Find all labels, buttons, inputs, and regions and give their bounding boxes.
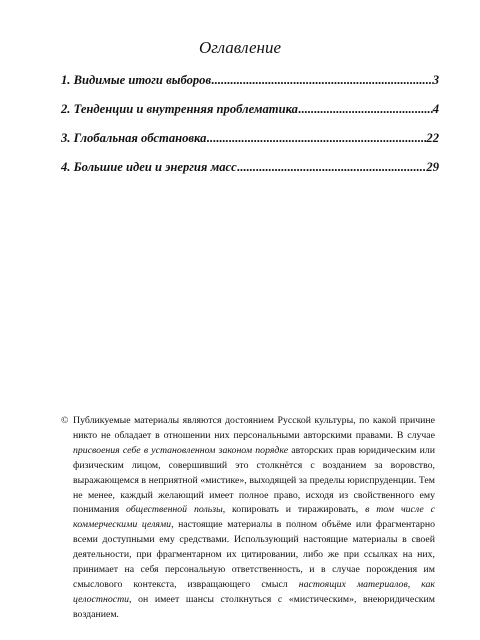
toc-entry-4[interactable] xyxy=(61,160,439,174)
toc-entry-1[interactable] xyxy=(61,73,439,87)
toc-entry-label: 4. Большие идеи и энергия масс xyxy=(61,160,237,174)
toc-entry-page: 3 xyxy=(432,73,439,87)
toc-leader-dots xyxy=(298,102,433,117)
toc-entry-label: 1. Видимые итоги выборов xyxy=(61,73,212,87)
toc-leader-dots xyxy=(206,131,426,146)
copyright-text-part: , настоящие материалы в полном объёме или фрагментарно всеми доступными ему средствами. Использующий настоящие материалы в своей деятельности, при фрагментарном их цитировании, либо же при ссылках на них, принимает на себя персональную ответственность, и в случае порождения им смыслового контекста, извращающего смысл xyxy=(73,519,436,590)
toc-leader-dots xyxy=(237,160,427,175)
copyright-text-emphasis: в том числе с коммерческими целями xyxy=(73,504,435,531)
copyright-symbol: © xyxy=(61,415,69,426)
toc-entry-label: 3. Глобальная обстановка xyxy=(61,131,207,145)
toc-entry-page: 29 xyxy=(426,160,439,174)
copyright-text-emphasis: присвоения себе в установленном законом порядке xyxy=(73,444,289,456)
copyright-text-part: , копировать и тиражировать, xyxy=(222,504,366,516)
toc-leader-dots xyxy=(211,73,433,88)
copyright-text-part: , он имеет шансы столкнуться с «мистическим», внеюридическим возданием. xyxy=(73,593,435,620)
table-of-contents xyxy=(61,73,439,189)
copyright-text-emphasis: общественной пользы xyxy=(125,504,223,516)
toc-entry-label: 2. Тенденции и внутренняя проблематика xyxy=(61,102,298,116)
toc-entry-3[interactable] xyxy=(61,131,439,145)
copyright-text-part: Публикуемые материалы являются достоянием Русской культуры, по какой причине никто не обладает в отношении них персональными авторскими правами. В случае xyxy=(73,415,435,441)
toc-entry-2[interactable] xyxy=(61,102,439,116)
copyright-text xyxy=(61,414,435,623)
toc-title: Оглавление xyxy=(198,38,282,57)
copyright-notice xyxy=(61,414,435,623)
toc-entry-page: 22 xyxy=(426,131,439,145)
copyright-text-emphasis: настоящих материалов, как целостности xyxy=(73,578,435,605)
copyright-text-part: авторских прав юридическим или физическим лицом, совершивший это столкнётся с возданием за воровство, выражающемся в неприятной «мистике», выходящей за пределы юриспруденции. Тем не менее, каждый желающий имеет полное право, исходя из свойственного ему понимания xyxy=(73,444,435,516)
toc-entry-page: 4 xyxy=(432,102,439,116)
